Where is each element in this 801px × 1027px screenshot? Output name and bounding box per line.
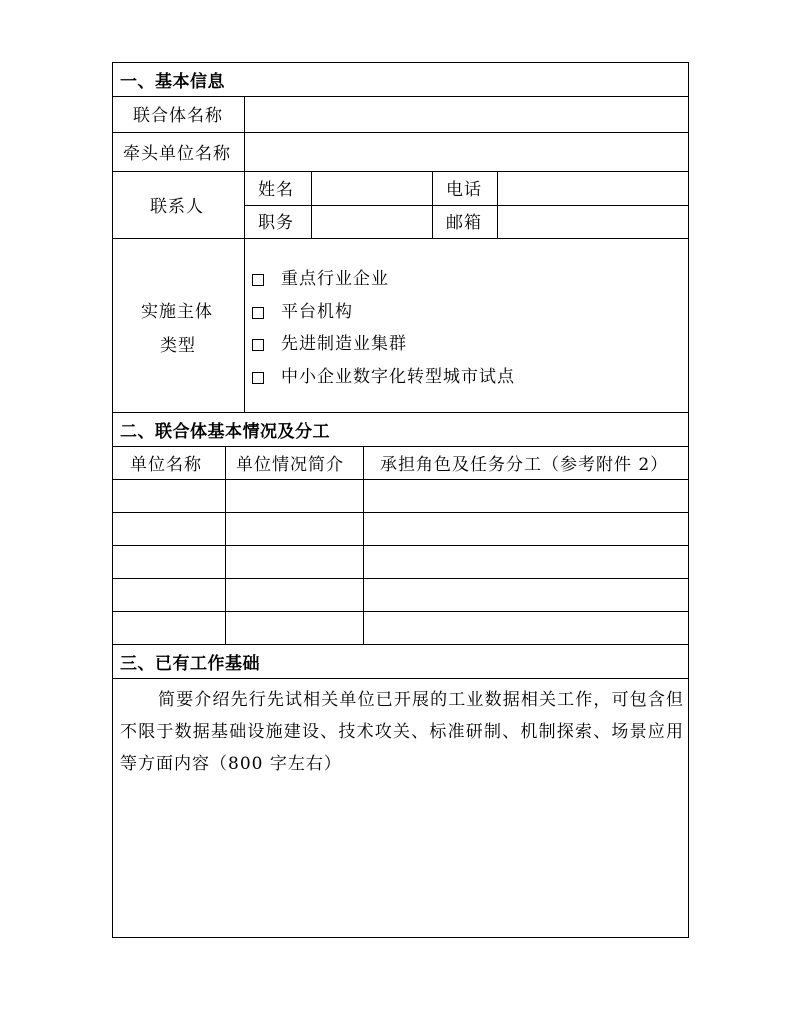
entity-type-checkbox[interactable] [252, 339, 264, 351]
phone-field[interactable] [499, 173, 687, 204]
entity-type-label: 实施主体 [141, 302, 213, 322]
divider [112, 171, 689, 172]
table-border-bottom [112, 937, 689, 938]
work-foundation-field[interactable] [113, 780, 688, 936]
entity-type-label: 类型 [160, 336, 196, 356]
phone-label: 电话 [446, 180, 482, 200]
consortium-name-field[interactable] [246, 98, 687, 131]
divider [311, 171, 312, 239]
divider [112, 644, 689, 645]
consortium-name-label: 联合体名称 [133, 106, 223, 126]
section1-title: 一、基本信息 [120, 72, 225, 92]
position-field[interactable] [313, 207, 431, 237]
section2-title: 二、联合体基本情况及分工 [120, 422, 330, 442]
entity-type-option-label: 平台机构 [281, 302, 353, 322]
entity-type-checkbox[interactable] [252, 307, 264, 319]
entity-type-option-label: 先进制造业集群 [281, 334, 407, 354]
divider [244, 96, 245, 413]
divider [112, 678, 689, 679]
email-label: 邮箱 [446, 213, 482, 233]
contact-label: 联系人 [150, 197, 204, 217]
name-label: 姓名 [258, 180, 294, 200]
column-header-role-division: 承担角色及任务分工（参考附件 2） [380, 455, 669, 475]
email-field[interactable] [499, 207, 687, 237]
entity-type-checkbox[interactable] [252, 274, 264, 286]
entity-type-option-label: 重点行业企业 [281, 269, 389, 289]
table-border-right [688, 62, 689, 938]
section3-instruction: 简要介绍先行先试相关单位已开展的工业数据相关工作，可包含但不限于数据基础设施建设、技术攻关、标准研制、机制探索、场景应用等方面内容（800 字左右） [120, 690, 684, 774]
table-row[interactable] [113, 513, 688, 545]
divider [497, 171, 498, 239]
name-field[interactable] [313, 173, 431, 204]
table-border-top [112, 62, 689, 63]
table-row[interactable] [113, 579, 688, 611]
table-row[interactable] [113, 480, 688, 512]
divider [112, 96, 689, 97]
lead-unit-label: 牵头单位名称 [123, 144, 231, 164]
lead-unit-field[interactable] [246, 134, 687, 170]
position-label: 职务 [258, 213, 294, 233]
divider [432, 171, 433, 239]
divider [112, 446, 689, 447]
entity-type-checkbox[interactable] [252, 372, 264, 384]
section3-title: 三、已有工作基础 [120, 654, 260, 674]
table-row[interactable] [113, 546, 688, 578]
divider [112, 132, 689, 133]
divider [112, 238, 689, 239]
entity-type-option-label: 中小企业数字化转型城市试点 [281, 367, 515, 387]
divider [112, 412, 689, 413]
column-header-unit-intro: 单位情况简介 [236, 455, 344, 475]
column-header-unit-name: 单位名称 [130, 455, 202, 475]
table-row[interactable] [113, 612, 688, 644]
